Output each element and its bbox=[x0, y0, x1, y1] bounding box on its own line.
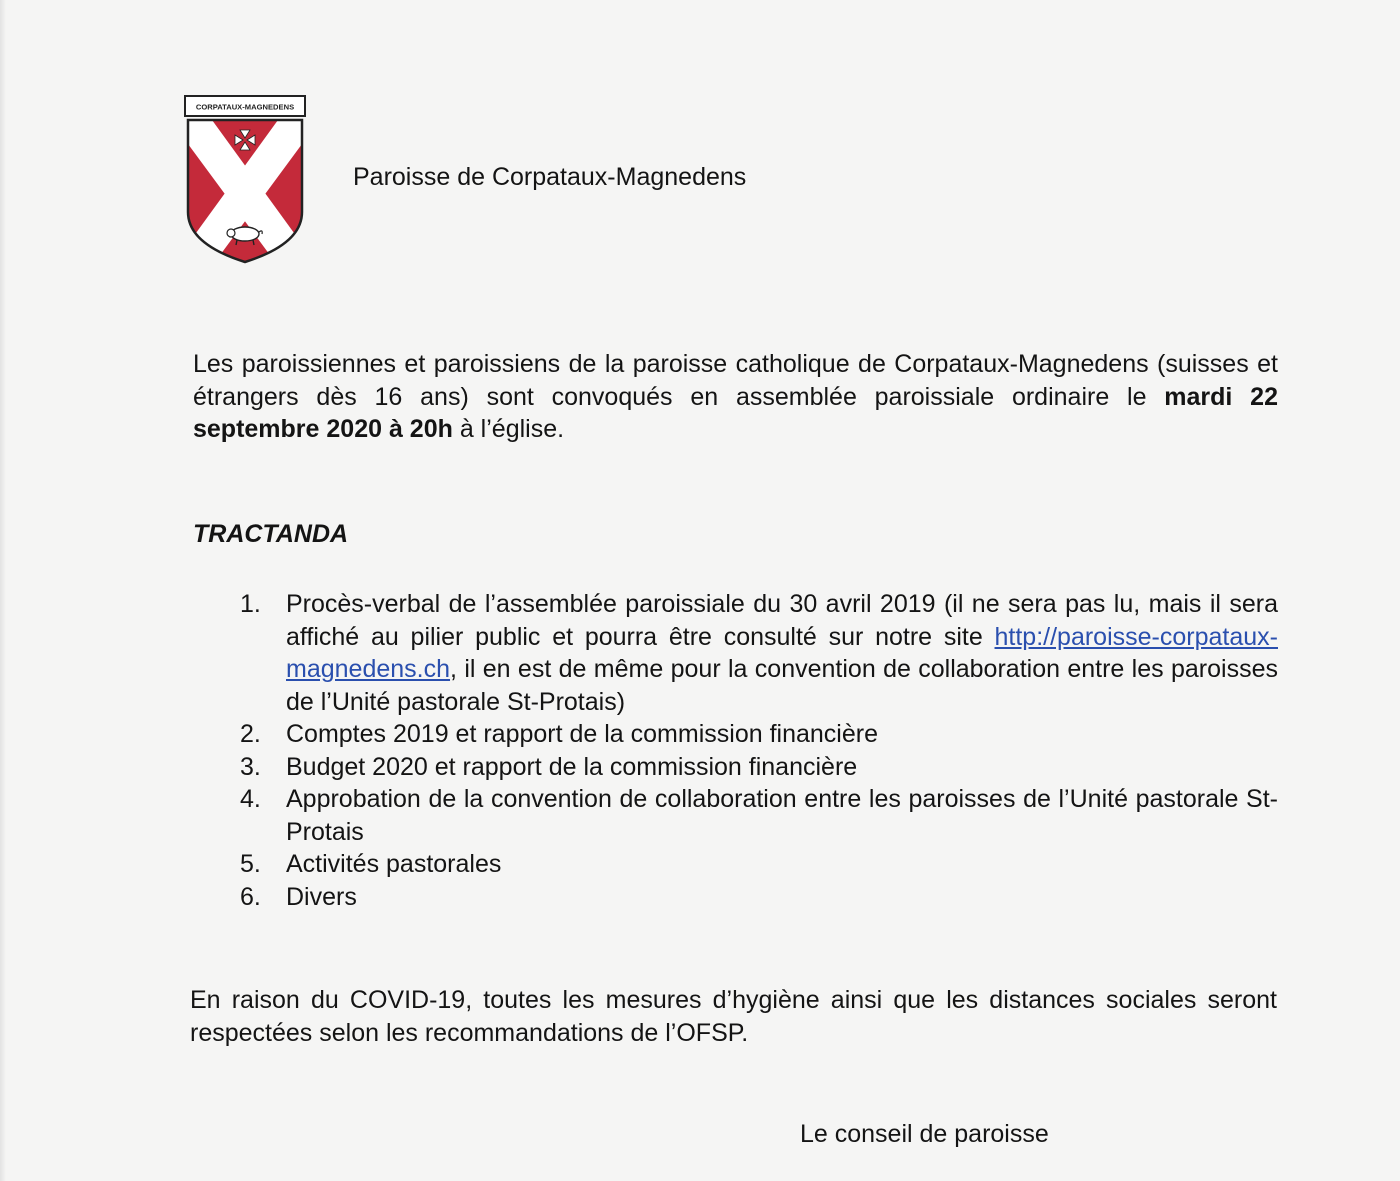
agenda-number: 4. bbox=[240, 785, 261, 813]
agenda-text: Budget 2020 et rapport de la commission financière bbox=[286, 752, 858, 781]
agenda-text: Comptes 2019 et rapport de la commission financière bbox=[286, 720, 878, 748]
agenda-text-part: , il en est de même pour la convention de collaboration entre les paroisses de l’Unité pastorale St-Protais) bbox=[286, 655, 1278, 716]
agenda-item-6 bbox=[240, 881, 1278, 914]
agenda-text: Approbation de la convention de collaboration entre les paroisses de l’Unité pastorale St-Protais bbox=[286, 785, 1278, 846]
agenda-item-4 bbox=[240, 783, 1278, 848]
tractanda-title: TRACTANDA bbox=[193, 520, 349, 548]
agenda-item-2 bbox=[240, 718, 1278, 751]
agenda-number: 3. bbox=[240, 752, 261, 781]
agenda-item-1 bbox=[240, 588, 1278, 718]
agenda-number: 6. bbox=[240, 882, 261, 911]
parish-crest-logo bbox=[182, 94, 308, 266]
agenda-list bbox=[240, 588, 1278, 913]
agenda-number: 2. bbox=[240, 720, 261, 748]
parish-website-link[interactable]: http://paroisse-corpataux-magnedens.ch bbox=[286, 622, 1278, 683]
agenda-item-5 bbox=[240, 848, 1278, 881]
agenda-number: 5. bbox=[240, 850, 261, 878]
parish-name: Paroisse de Corpataux-Magnedens bbox=[353, 163, 747, 191]
agenda-number: 1. bbox=[240, 590, 261, 618]
agenda-text-part: Procès-verbal de l’assemblée paroissiale du 30 avril 2019 (il ne sera pas lu, mais il sera affiché au pilier public et pourra être consulté sur notre site bbox=[286, 590, 1278, 651]
agenda-text: Activités pastorales bbox=[286, 850, 502, 878]
agenda-text bbox=[286, 588, 1278, 718]
covid-notice: En raison du COVID-19, toutes les mesures d’hygiène ainsi que les distances sociales seront respectées selon les recommandations de l’OFSP. bbox=[190, 986, 1277, 1047]
agenda-text: Divers bbox=[286, 882, 357, 911]
convocation-paragraph bbox=[193, 348, 1278, 446]
scan-edge-shadow bbox=[0, 0, 6, 1181]
convocation-text: Les paroissiennes et paroissiens de la paroisse catholique de Corpataux-Magnedens (suisses et étrangers dès 16 ans) sont convoqués en assemblée paroissiale ordinaire le bbox=[193, 350, 1278, 411]
crest-banner-text: CORPATAUX-MAGNEDENS bbox=[195, 102, 295, 112]
meeting-date: mardi 22 septembre 2020 à 20h bbox=[193, 382, 1278, 443]
signature: Le conseil de paroisse bbox=[800, 1120, 1049, 1148]
convocation-location: à l’église. bbox=[452, 415, 565, 443]
agenda-item-3 bbox=[240, 751, 1278, 784]
